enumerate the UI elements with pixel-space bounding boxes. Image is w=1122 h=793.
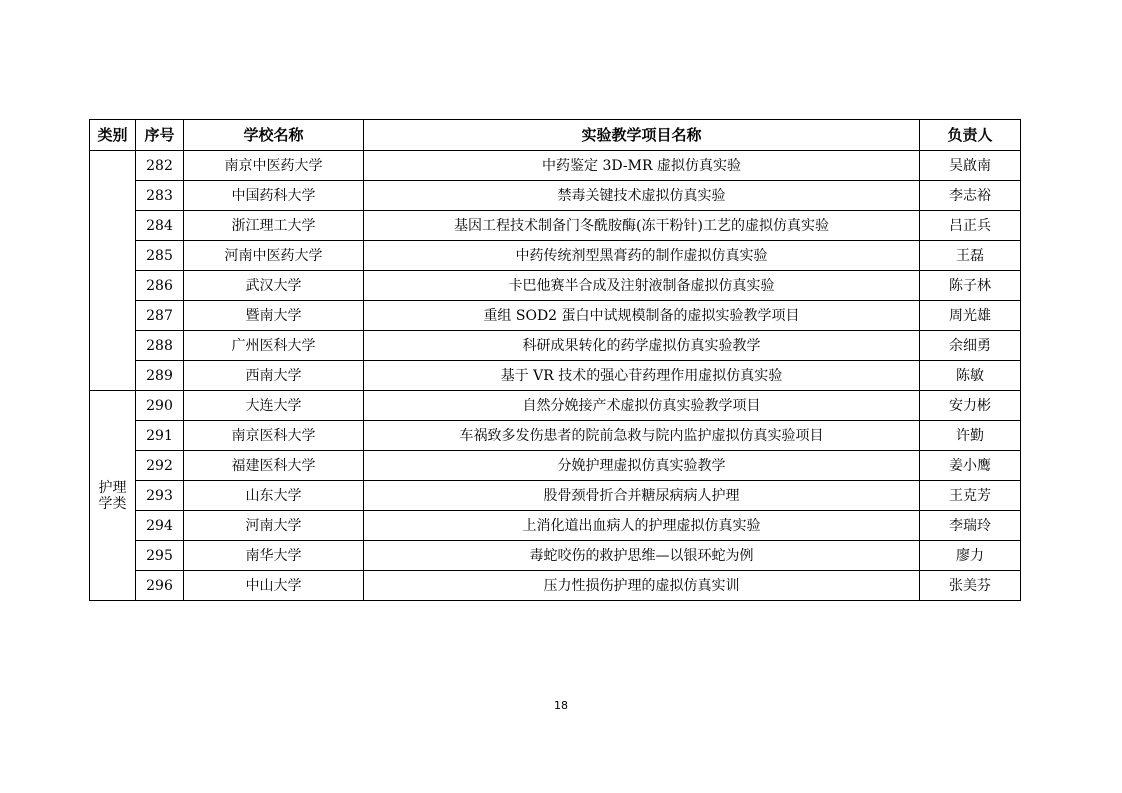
project-cell: 压力性损伤护理的虚拟仿真实训 <box>364 571 920 601</box>
number-cell: 292 <box>136 451 184 481</box>
table-row <box>90 571 1021 601</box>
leader-cell: 安力彬 <box>920 391 1021 421</box>
number-cell: 283 <box>136 181 184 211</box>
page-number: 18 <box>554 699 568 712</box>
school-cell: 武汉大学 <box>184 271 364 301</box>
project-cell: 基因工程技术制备门冬酰胺酶(冻干粉针)工艺的虚拟仿真实验 <box>364 211 920 241</box>
school-cell: 南京中医药大学 <box>184 151 364 181</box>
leader-cell: 王磊 <box>920 241 1021 271</box>
school-cell: 西南大学 <box>184 361 364 391</box>
table-row <box>90 151 1021 181</box>
table-row <box>90 211 1021 241</box>
header-number: 序号 <box>136 120 184 151</box>
school-cell: 大连大学 <box>184 391 364 421</box>
table-row <box>90 181 1021 211</box>
project-table <box>89 119 1021 601</box>
category-cell: 护理 学类 <box>90 391 136 601</box>
project-cell: 中药鉴定 3D-MR 虚拟仿真实验 <box>364 151 920 181</box>
leader-cell: 王克芳 <box>920 481 1021 511</box>
table-row <box>90 391 1021 421</box>
number-cell: 282 <box>136 151 184 181</box>
table-row <box>90 421 1021 451</box>
project-cell: 分娩护理虚拟仿真实验教学 <box>364 451 920 481</box>
school-cell: 浙江理工大学 <box>184 211 364 241</box>
school-cell: 中国药科大学 <box>184 181 364 211</box>
project-cell: 上消化道出血病人的护理虚拟仿真实验 <box>364 511 920 541</box>
number-cell: 286 <box>136 271 184 301</box>
table-row <box>90 451 1021 481</box>
number-cell: 288 <box>136 331 184 361</box>
number-cell: 287 <box>136 301 184 331</box>
number-cell: 293 <box>136 481 184 511</box>
school-cell: 南京医科大学 <box>184 421 364 451</box>
leader-cell: 李志裕 <box>920 181 1021 211</box>
number-cell: 284 <box>136 211 184 241</box>
number-cell: 296 <box>136 571 184 601</box>
table-row <box>90 301 1021 331</box>
table-row <box>90 511 1021 541</box>
leader-cell: 李瑞玲 <box>920 511 1021 541</box>
header-project: 实验教学项目名称 <box>364 120 920 151</box>
leader-cell: 陈敏 <box>920 361 1021 391</box>
school-cell: 南华大学 <box>184 541 364 571</box>
number-cell: 289 <box>136 361 184 391</box>
number-cell: 291 <box>136 421 184 451</box>
leader-cell: 姜小鹰 <box>920 451 1021 481</box>
leader-cell: 周光雄 <box>920 301 1021 331</box>
number-cell: 295 <box>136 541 184 571</box>
header-school: 学校名称 <box>184 120 364 151</box>
project-cell: 股骨颈骨折合并糖尿病病人护理 <box>364 481 920 511</box>
leader-cell: 许勤 <box>920 421 1021 451</box>
project-cell: 自然分娩接产术虚拟仿真实验教学项目 <box>364 391 920 421</box>
table-body <box>90 151 1021 601</box>
table-row <box>90 271 1021 301</box>
project-cell: 卡巴他赛半合成及注射液制备虚拟仿真实验 <box>364 271 920 301</box>
school-cell: 河南中医药大学 <box>184 241 364 271</box>
leader-cell: 张美芬 <box>920 571 1021 601</box>
number-cell: 290 <box>136 391 184 421</box>
table-row <box>90 361 1021 391</box>
table-row <box>90 331 1021 361</box>
project-cell: 重组 SOD2 蛋白中试规模制备的虚拟实验教学项目 <box>364 301 920 331</box>
table-row <box>90 241 1021 271</box>
number-cell: 294 <box>136 511 184 541</box>
school-cell: 福建医科大学 <box>184 451 364 481</box>
number-cell: 285 <box>136 241 184 271</box>
table-row <box>90 481 1021 511</box>
school-cell: 河南大学 <box>184 511 364 541</box>
school-cell: 广州医科大学 <box>184 331 364 361</box>
header-category: 类别 <box>90 120 136 151</box>
header-leader: 负责人 <box>920 120 1021 151</box>
leader-cell: 吴啟南 <box>920 151 1021 181</box>
project-cell: 中药传统剂型黑膏药的制作虚拟仿真实验 <box>364 241 920 271</box>
project-cell: 基于 VR 技术的强心苷药理作用虚拟仿真实验 <box>364 361 920 391</box>
leader-cell: 廖力 <box>920 541 1021 571</box>
school-cell: 山东大学 <box>184 481 364 511</box>
project-cell: 科研成果转化的药学虚拟仿真实验教学 <box>364 331 920 361</box>
table-row <box>90 541 1021 571</box>
category-cell <box>90 151 136 391</box>
school-cell: 暨南大学 <box>184 301 364 331</box>
leader-cell: 吕正兵 <box>920 211 1021 241</box>
leader-cell: 陈子林 <box>920 271 1021 301</box>
project-cell: 毒蛇咬伤的救护思维—以银环蛇为例 <box>364 541 920 571</box>
table-header-row <box>90 120 1021 151</box>
school-cell: 中山大学 <box>184 571 364 601</box>
leader-cell: 余细勇 <box>920 331 1021 361</box>
project-cell: 车祸致多发伤患者的院前急救与院内监护虚拟仿真实验项目 <box>364 421 920 451</box>
project-cell: 禁毒关键技术虚拟仿真实验 <box>364 181 920 211</box>
